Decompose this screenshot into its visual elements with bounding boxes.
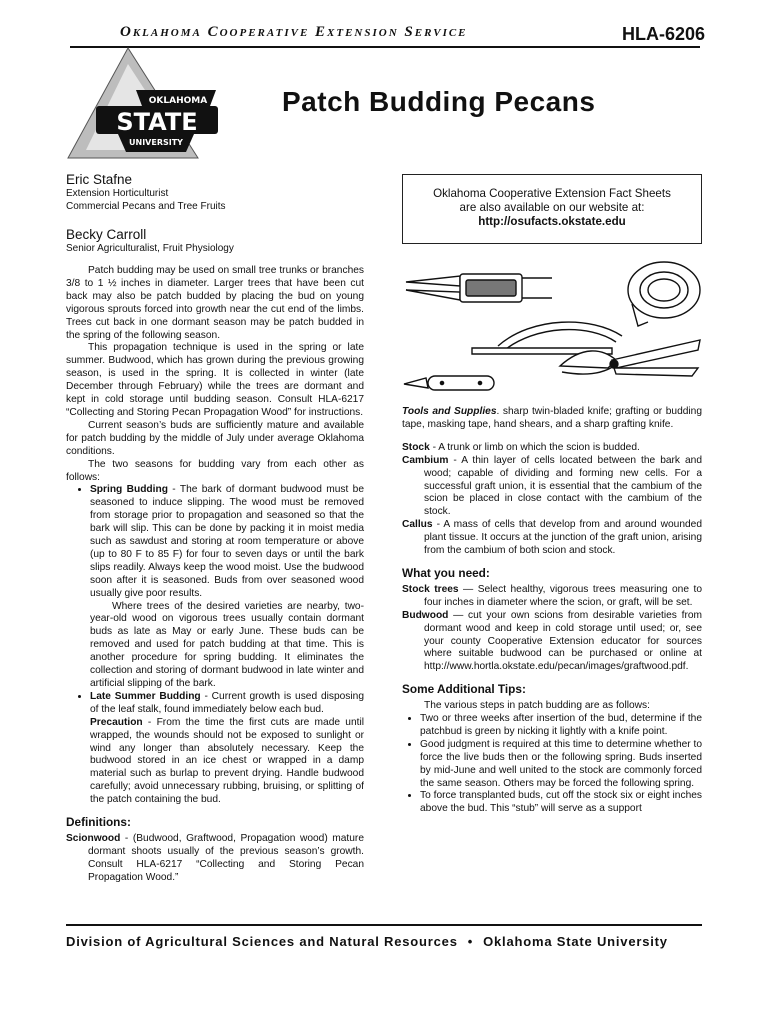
term-text: — Select healthy, vigorous trees measuring one to four inches in diameter where the scion, or graft, will be set. <box>424 583 702 608</box>
service-name: Oklahoma Cooperative Extension Service <box>120 24 468 40</box>
definition <box>402 442 702 455</box>
caption-term: Tools and Supplies <box>402 406 497 417</box>
right-column <box>402 406 702 816</box>
section-heading: Some Additional Tips: <box>402 682 526 697</box>
paragraph: Current season’s buds are sufficiently mature and available for patch budding by the middle of July under average Oklahoma conditions. <box>66 419 364 457</box>
list-item <box>90 484 364 600</box>
budding-seasons-list <box>66 484 364 600</box>
section-heading: Definitions: <box>66 815 131 830</box>
masking-tape-icon <box>472 322 622 354</box>
footer-division: Division of Agricultural Sciences and Natural Resources <box>66 934 458 949</box>
authors-block <box>66 172 366 255</box>
footer <box>66 934 702 949</box>
grafting-knife-icon <box>404 376 494 390</box>
definition <box>66 833 364 885</box>
term: Spring Budding <box>90 484 168 496</box>
definition <box>402 519 702 558</box>
tools-illustration <box>402 256 704 398</box>
term-text: - Current growth is used disposing of the leaf stalk, found immediately below each bud. <box>90 690 364 715</box>
osu-logo-icon <box>66 46 226 166</box>
list-item: • Two or three weeks after insertion of the bud, determine if the patchbud is green by nicking it lightly with a knife point. <box>420 713 702 739</box>
term: Stock <box>402 441 430 453</box>
author-role: Commercial Pecans and Tree Fruits <box>66 201 226 212</box>
paragraph: The two seasons for budding vary from each other as follows: <box>66 458 364 483</box>
paragraph: The various steps in patch budding are as follows: <box>424 700 650 712</box>
term-text: - The bark of dormant budwood must be seasoned to induce slipping. The wood must be removed from storage prior to propagation and seasoned so that the bark will slip. This can be done by packing it in moist media such as sawdust and storing at room temperature or above (up to 80 F to 85 F) for four to seven days or until the bark slips readily. Always keep the wood moist. Use the budwood soon after it is seasoned. Buds from over seasoned wood usually give poor results. <box>90 484 364 599</box>
term-text: — cut your own scions from desirable varieties from dormant wood and keep in cold storage until used; or, see your county Cooperative Extension educator for sources where suitable budwood can be purchased or online at http://www.hortla.okstate.edu/pecan/images/graftwood.pdf. <box>424 609 702 673</box>
term-text: - (Budwood, Graftwood, Propagation wood) mature dormant shoots usually of the previous season’s growth. Consult HLA-6217 “Collecting and Storing Pecan Propagation Wood.” <box>88 832 364 883</box>
term-text: - A thin layer of cells located between the bark and wood; capable of dividing and forming new cells. For a successful graft union, it is essential that the cambium of the scion be placed in close contact with the cambium of the stock. <box>424 454 702 518</box>
footer-rule <box>66 924 702 926</box>
definition <box>402 610 702 675</box>
fact-sheet-code: HLA-6206 <box>622 24 706 44</box>
fact-sheet-box <box>402 174 702 244</box>
tips-list <box>402 713 702 816</box>
left-column <box>66 265 364 885</box>
author-name: Eric Stafne <box>66 172 133 187</box>
footer-university: Oklahoma State University <box>483 934 668 949</box>
definition <box>402 584 702 610</box>
term-text: - A mass of cells that develop from and around wounded plant tissue. It occurs at the junction of the graft union, arising from the cambium of both scion and stock. <box>424 519 702 557</box>
term: Scionwood <box>66 832 121 844</box>
term: Budwood <box>402 609 449 621</box>
author-name: Becky Carroll <box>66 227 147 242</box>
logo-line2: STATE <box>116 108 198 136</box>
paragraph <box>66 717 364 807</box>
term: Precaution <box>90 716 143 728</box>
page-title: Patch Budding Pecans <box>282 86 596 117</box>
term: Late Summer Budding <box>90 690 201 702</box>
paragraph: Where trees of the desired varieties are nearby, two-year-old wood on vigorous trees usually contain dormant buds as late as May or early June. These buds can be removed and used for patch budding at that time. This is another procedure for spring budding. It eliminates the collection and storing of dormant budwood in late winter and artificial slipping of the bark. <box>90 600 364 689</box>
list-item: • Good judgment is required at this time to determine whether to force the live buds then or the following spring. Buds inserted by mid-June and well united to the stock are commonly forced the same season. Others may be forced the following spring. <box>420 739 702 791</box>
hand-shears-icon <box>560 340 700 376</box>
logo-line1: OKLAHOMA <box>148 96 208 106</box>
budding-seasons-list <box>66 691 364 717</box>
paragraph: This propagation technique is used in the spring or late summer. Budwood, which has grown during the previous growing season, is used in the spring. It is collected in winter (late December through February) while the trees are dormant and kept in cold storage until budding season. Consult HLA-6217 “Collecting and Storing Pecan Propagation Wood” for instructions. <box>66 342 364 418</box>
list-item <box>90 691 364 717</box>
term: Stock trees <box>402 583 459 595</box>
twin-blade-knife-icon <box>406 274 552 302</box>
term: Callus <box>402 519 433 531</box>
section-heading: What you need: <box>402 565 490 580</box>
author-role: Extension Horticulturist <box>66 188 169 199</box>
term-text: - A trunk or limb on which the scion is budded. <box>429 441 640 453</box>
caption-text: . sharp twin-bladed knife; grafting or budding tape, masking tape, hand shears, and a sharp grafting knife. <box>402 406 702 430</box>
definition <box>402 455 702 520</box>
factbox-line: are also available on our website at: <box>459 201 645 214</box>
footer-bullet: • <box>467 934 474 949</box>
factbox-line: Oklahoma Cooperative Extension Fact Sheets <box>433 187 671 200</box>
logo-line3: UNIVERSITY <box>129 138 183 147</box>
author-role: Senior Agriculturalist, Fruit Physiology <box>66 243 234 254</box>
list-item: • To force transplanted buds, cut off the stock six or eight inches above the bud. This “stub” will serve as a support <box>420 790 702 816</box>
term: Cambium <box>402 454 449 466</box>
figure-caption <box>402 406 702 432</box>
factbox-url-link[interactable]: http://osufacts.okstate.edu <box>478 215 626 228</box>
paragraph: Patch budding may be used on small tree trunks or branches 3/8 to 1 ½ inches in diameter. Larger trees that have been cut back may also be patch budded by placing the bud on young vigorous sprouts forced into growth near the cut end of the limbs. Trees cut back in one dormant season may be patch budded in the spring of the following season. <box>66 265 364 341</box>
budding-tape-icon <box>628 262 700 326</box>
term-text: - From the time the first cuts are made until wrapped, the wounds should not be exposed to sunlight or wind any longer than absolutely necessary. Keep the budwood stored in an ice chest or wrapped in a damp material such as burlap to prevent drying. Handle budwood carefully; avoid unnecessary rubbing, bruising, or splitting of the patch containing the bud. <box>90 716 364 806</box>
